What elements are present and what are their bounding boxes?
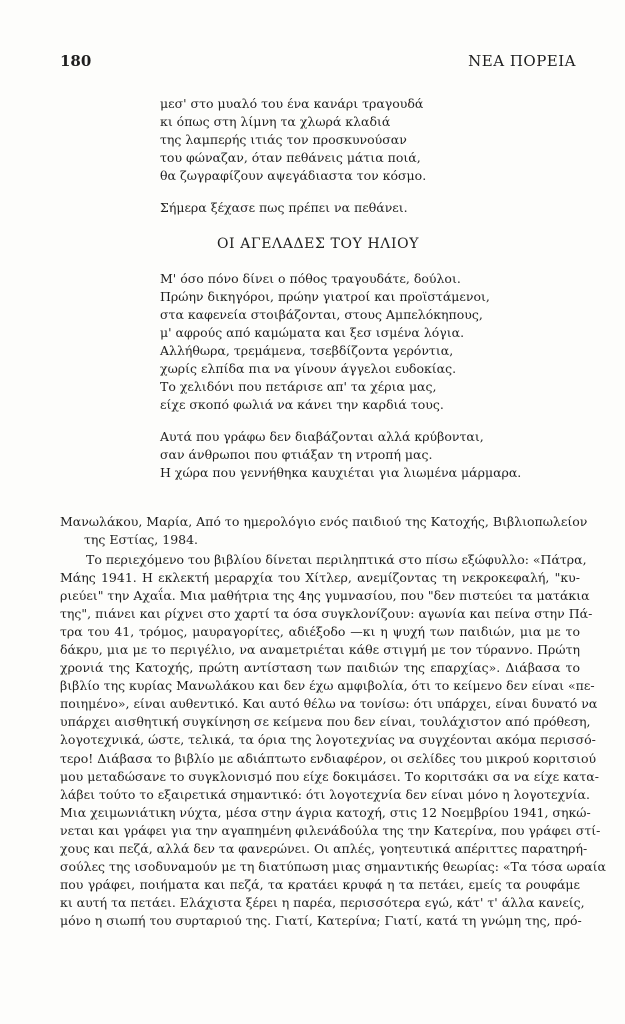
body-line: χους και πεζά, αλλά δεν τα φανερώνει. Οι απλές, γοητευτικά απέριττες παρατηρή- [60, 840, 588, 856]
verse-line: θα ζωγραφίζουν αψεγάδιαστα τον κόσμο. [160, 168, 427, 183]
verse-line: Αυτά που γράφω δεν διαβάζονται αλλά κρύβονται, [160, 429, 484, 444]
body-line: χρονιά της Κατοχής, πρώτη αντίσταση των παιδιών της επαρχίας». Διάβασα το [60, 660, 580, 676]
verse-line: είχε σκοπό φωλιά να κάνει την καρδιά τους. [160, 397, 444, 412]
book-citation [60, 513, 590, 549]
poem-intro [160, 95, 580, 231]
verse-line: μ' αφρούς από καμώματα και ξεσ ισμένα λόγια. [160, 325, 465, 340]
body-line: Το περιεχόμενο του βιβλίου δίνεται περιληπτικά στο πίσω εξώφυλλο: «Πάτρα, [86, 552, 587, 567]
body-line: λάβει τούτο το εξαιρετικά σημαντικό: ότι λογοτεχνία δεν είναι μόνο η λογοτεχνία. [60, 786, 590, 802]
body-line: νεται και γράφει για την αγαπημένη φιλενάδούλα της την Κατερίνα, που γράφει στί- [60, 822, 601, 838]
verse-line: σαν άνθρωποι που φτιάξαν τη ντροπή μας. [160, 447, 433, 462]
citation-line-2: της Εστίας, 1984. [84, 532, 199, 547]
verse-line: μεσ' στο μυαλό του ένα κανάρι τραγουδά [160, 96, 424, 111]
body-line: που γράφει, ποιήματα και πεζά, τα κρατάει κρυφά η τα πετάει, εμείς τα ρουφάμε [60, 876, 580, 892]
review-body [60, 551, 606, 930]
verse-line: Η χώρα που γεννήθηκα καυχιέται για λιωμένα μάρμαρα. [160, 465, 522, 480]
body-line: τερο! Διάβασα το βιβλίο με αδιάπτωτο ενδιαφέρον, οι σελίδες του μικρού κοριτσιού [60, 750, 597, 766]
body-line: ποιημένο», είναι αυθεντικό. Και αυτό θέλω να τονίσω: ότι υπάρχει, είναι δυνατό να [60, 696, 598, 712]
page-number: 180 [60, 52, 92, 70]
body-line: Μια χειμωνιάτικη νύχτα, μέσα στην άγρια κατοχή, στις 12 Νοεμβρίου 1941, σηκώ- [60, 804, 591, 820]
body-line: της", πιάνει και ρίχνει στο χαρτί τα όσα συγκλονίζουν: αγωνία και πείνα στην Πά- [60, 606, 593, 622]
poem-main-stanza-2 [160, 428, 580, 482]
body-line: υπάρχει αισθητική συγκίνηση σε κείμενα που δεν είναι, τουλάχιστον από πρόθεση, [60, 714, 591, 730]
verse-line: Σήμερα ξέχασε πως πρέπει να πεθάνει. [160, 200, 408, 215]
poem-intro-stanza-1 [160, 95, 580, 185]
body-line: μόνο η σιωπή του συρταριού της. Γιατί, Κατερίνα; Γιατί, κατά τη γνώμη της, πρό- [60, 912, 582, 928]
body-line: βιβλίο της κυρίας Μανωλάκου και δεν έχω αμφιβολία, ότι το κείμενο δεν είναι «πε- [60, 678, 595, 694]
citation-line-1: Μανωλάκου, Μαρία, Από το ημερολόγιο ενός παιδιού της Κατοχής, Βιβλιοπωλείον [60, 514, 588, 529]
body-line: μου μεταδώσανε το συγκλονισμό που είχε δοκιμάσει. Το κοριτσάκι σα να είχε κατα- [60, 768, 599, 784]
verse-line: χωρίς ελπίδα πια να γίνουν άγγελοι ευδοκίας. [160, 361, 457, 376]
body-line: δάκρυ, μια με το περιγέλιο, να αναμετριέται κάθε στιγμή με τον τύραννο. Πρώτη [60, 642, 580, 658]
page-header [60, 52, 576, 72]
poem-main [160, 270, 580, 496]
verse-line: στα καφενεία στοιβάζονται, στους Αμπελόκηπους, [160, 307, 483, 322]
body-line: τρα του 41, τρόμος, μαυραγορίτες, αδιέξοδο —κι η ψυχή των παιδιών, μια με το [60, 624, 580, 640]
running-head: ΝΕΑ ΠΟΡΕΙΑ [468, 52, 576, 70]
verse-line: κι όπως στη λίμνη τα χλωρά κλαδιά [160, 114, 391, 129]
body-line: ριεύει" την Αχαΐα. Μια μαθήτρια της 4ης γυμνασίου, που "δεν πιστεύει τα ματάκια [60, 588, 590, 604]
poem-title: ΟΙ ΑΓΕΛΑΔΕΣ ΤΟΥ ΗΛΙΟΥ [216, 236, 420, 252]
verse-line: του φώναζαν, όταν πεθάνεις μάτια ποιά, [160, 150, 421, 165]
verse-line: Πρώην δικηγόροι, πρώην γιατροί και προϊστάμενοι, [160, 289, 490, 304]
verse-line: Μ' όσο πόνο δίνει ο πόθος τραγουδάτε, δούλοι. [160, 271, 461, 286]
verse-line: Το χελιδόνι που πετάρισε απ' τα χέρια μας, [160, 379, 437, 394]
body-line: κι αυτή τα πετάει. Ελάχιστα ξέρει η παρέα, περισσότερα εγώ, κάτ' τ' άλλα κανείς, [60, 894, 585, 910]
poem-main-stanza-1 [160, 270, 580, 414]
verse-line: της λαμπερής ιτιάς τον προσκυνούσαν [160, 132, 407, 147]
verse-line: Αλλήθωρα, τρεμάμενα, τσεβδίζοντα γερόντια, [160, 343, 454, 358]
body-line: Μάης 1941. Η εκλεκτή μεραρχία του Χίτλερ, ανεμίζοντας τη νεκροκεφαλή, "κυ- [60, 570, 580, 586]
body-line: σούλες της ισοδυναμούν με τη διατύπωση μιας σημαντικής θεωρίας: «Τα τόσα ωραία [60, 858, 606, 874]
poem-intro-stanza-2 [160, 199, 580, 217]
body-line: λογοτεχνικά, ώστε, τελικά, τα όρια της λογοτεχνίας να συγχέονται ακόμα περισσό- [60, 732, 596, 748]
